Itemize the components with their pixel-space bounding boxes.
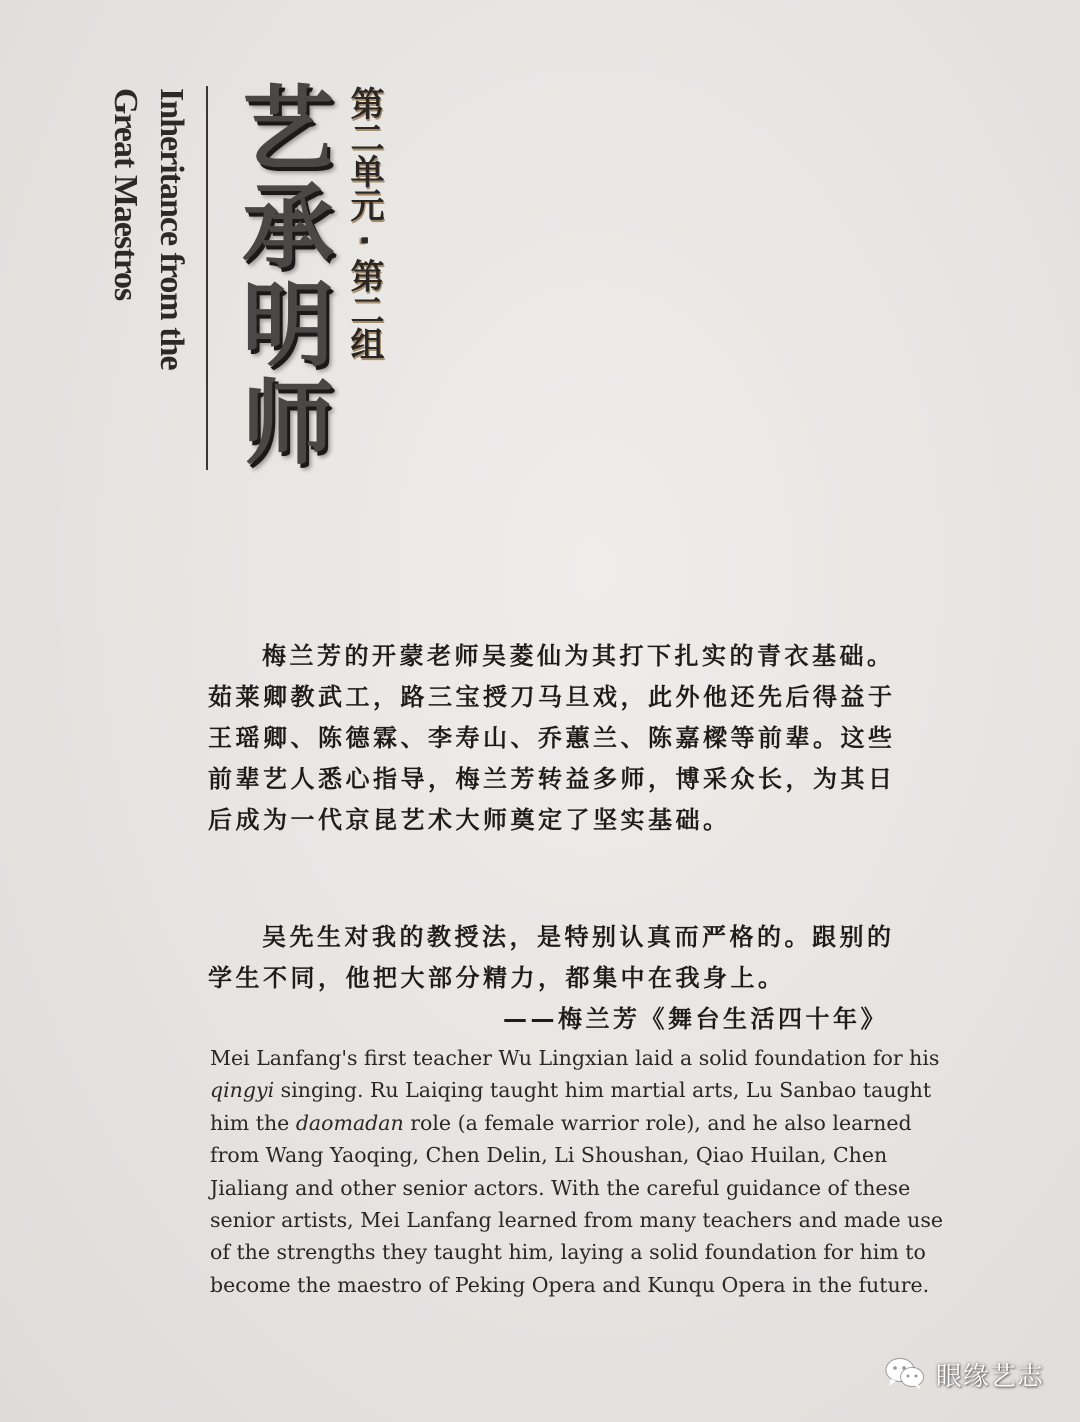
- quote-source: ——梅兰芳《舞台生活四十年》: [503, 1005, 888, 1033]
- english-body: [210, 1042, 944, 1301]
- chinese-body-line: 王瑶卿、陈德霖、李寿山、乔蕙兰、陈嘉樑等前辈。这些: [208, 724, 896, 752]
- chinese-body: [208, 636, 896, 1040]
- english-body-line: [210, 1074, 932, 1106]
- english-body-line: senior artists, Mei Lanfang learned from many teachers and made use: [210, 1207, 944, 1232]
- english-body-line: of the strengths they taught him, laying a solid foundation for him to: [210, 1240, 926, 1265]
- english-body-text: singing. Ru Laiqing taught him martial arts, Lu Sanbao taught: [274, 1078, 932, 1103]
- chinese-quote: [208, 917, 895, 1040]
- chinese-body-line: 后成为一代京昆艺术大师奠定了坚实基础。: [208, 806, 731, 834]
- chinese-body-line: 前辈艺人悉心指导，梅兰芳转益多师，博采众长，为其日: [208, 765, 896, 793]
- unit-label: 第二单元 · 第二组: [344, 86, 384, 361]
- english-title-line-2: Great Maestros: [107, 88, 144, 301]
- watermark-text: 眼缘艺志: [936, 1361, 1045, 1392]
- english-body-line: [210, 1107, 912, 1139]
- chinese-body-line: 茹莱卿教武工，路三宝授刀马旦戏，此外他还先后得益于: [208, 683, 896, 711]
- watermark: [884, 1352, 1044, 1396]
- quote-line: 学生不同，他把大部分精力，都集中在我身上。: [208, 964, 786, 992]
- english-body-text: role (a female warrior role), and he also learned: [403, 1110, 912, 1135]
- english-body-text: him the: [210, 1110, 296, 1135]
- wechat-icon: [884, 1356, 926, 1392]
- title-divider: [206, 86, 208, 470]
- english-body-line: from Wang Yaoqing, Chen Delin, Li Shoushan, Qiao Huilan, Chen: [210, 1143, 888, 1168]
- italic-term: qingyi: [210, 1078, 275, 1103]
- english-title-line-1: Inheritance from the: [153, 88, 190, 370]
- english-body-line: Mei Lanfang's first teacher Wu Lingxian laid a solid foundation for his: [210, 1046, 940, 1070]
- english-body-line: become the maestro of Peking Opera and Kunqu Opera in the future.: [210, 1272, 930, 1297]
- quote-line: 吴先生对我的教授法，是特别认真而严格的。跟别的: [262, 923, 895, 951]
- chinese-body-line: 梅兰芳的开蒙老师吴菱仙为其打下扎实的青衣基础。: [262, 642, 895, 670]
- chinese-title: 艺承明师: [227, 80, 334, 472]
- english-title: [107, 88, 189, 428]
- english-body-line: Jialiang and other senior actors. With the careful guidance of these: [210, 1175, 911, 1200]
- italic-term: daomadan: [295, 1110, 404, 1135]
